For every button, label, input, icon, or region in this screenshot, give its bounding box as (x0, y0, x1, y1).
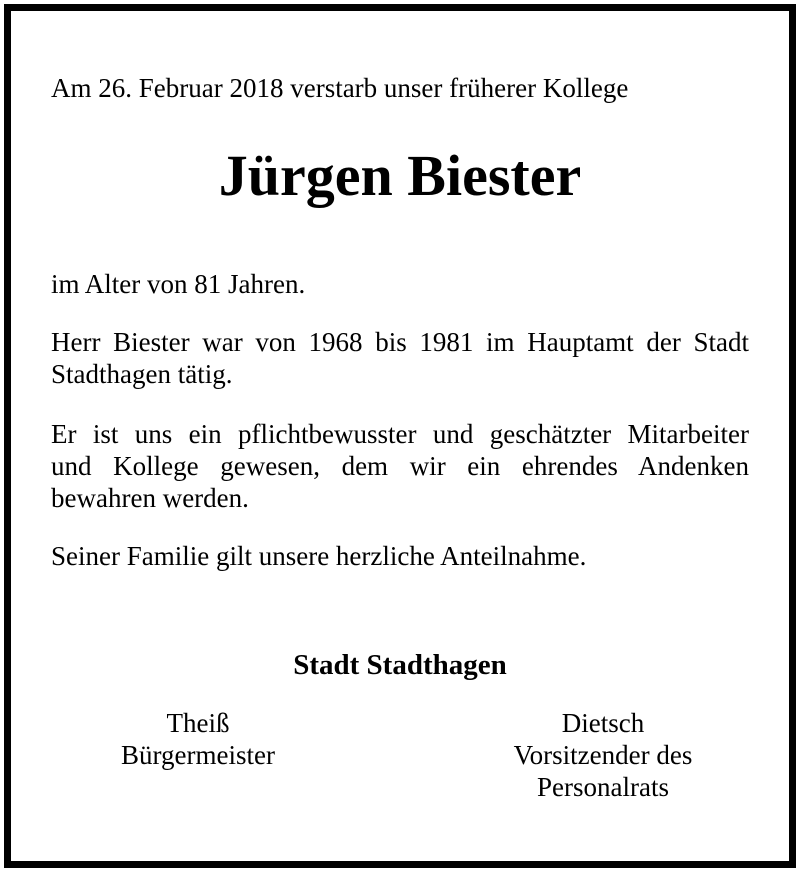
intro-line: Am 26. Februar 2018 verstarb unser früherer Kollege (51, 73, 629, 103)
career-line-2: Stadthagen tätig. (51, 359, 233, 389)
condolence-line: Seiner Familie gilt unsere herzliche Anteilnahme. (51, 541, 587, 571)
tribute-paragraph (51, 418, 749, 514)
career-paragraph (51, 326, 749, 390)
age-line: im Alter von 81 Jahren. (51, 269, 306, 299)
signatory-right-name: Dietsch (561, 708, 645, 738)
signatory-right-title-1: Vorsitzender des (513, 740, 693, 770)
signatory-left-title: Bürgermeister (121, 740, 275, 770)
career-line-1: Herr Biester war von 1968 bis 1981 im Hauptamt der Stadt (51, 327, 749, 357)
signatory-left-name: Theiß (166, 708, 230, 738)
tribute-line-3: bewahren werden. (51, 483, 249, 513)
deceased-name: Jürgen Biester (218, 143, 582, 208)
signature-left (98, 707, 298, 771)
organization-name: Stadt Stadthagen (293, 649, 507, 681)
signatory-right-title-2: Personalrats (537, 772, 669, 802)
signature-right (490, 707, 716, 803)
tribute-line-2: und Kollege gewesen, dem wir ein ehrendes Andenken (51, 451, 749, 481)
tribute-line-1: Er ist uns ein pflichtbewusster und geschätzter Mitarbeiter (51, 419, 749, 449)
